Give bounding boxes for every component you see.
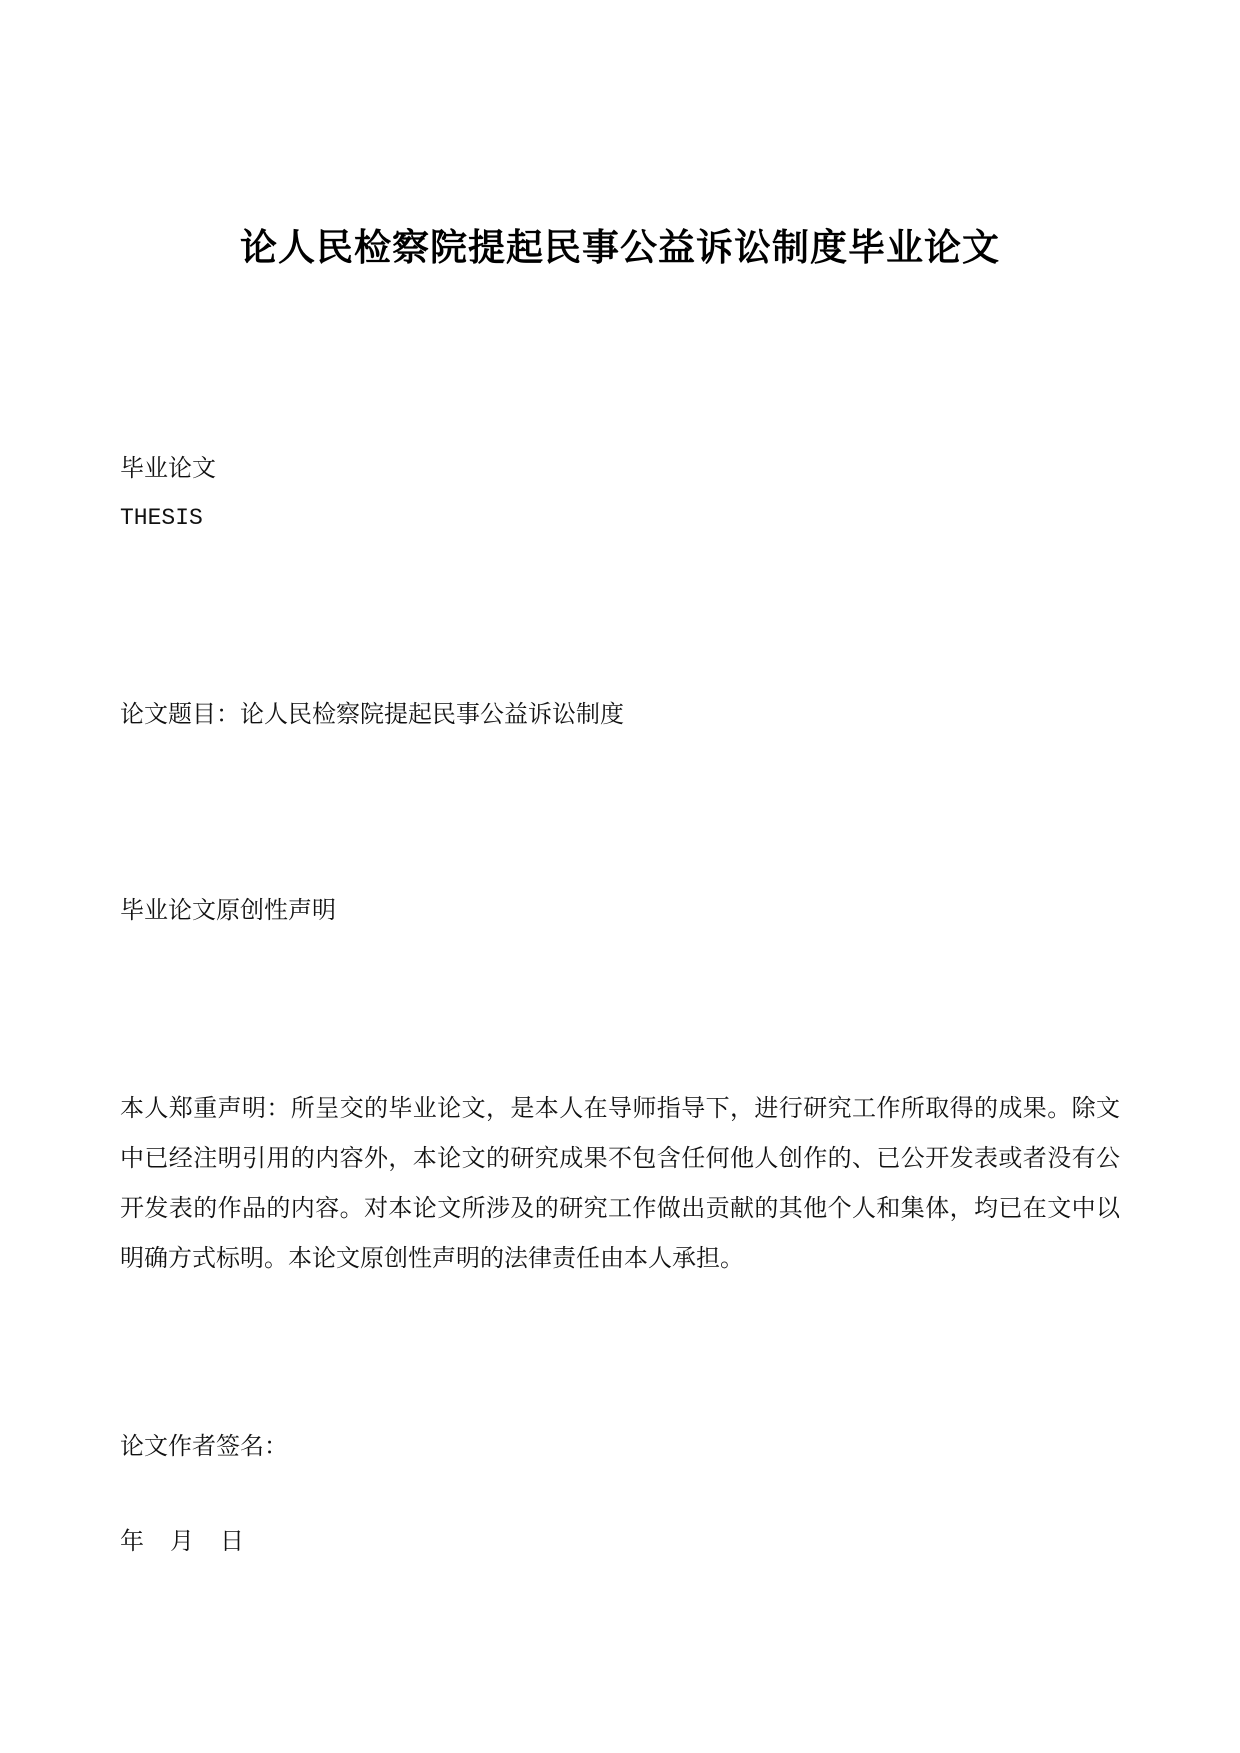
thesis-type-cn: 毕业论文 xyxy=(120,454,216,482)
thesis-type-en: THESIS xyxy=(120,505,203,531)
date-year: 年 xyxy=(120,1527,144,1555)
document-title: 论人民检察院提起民事公益诉讼制度毕业论文 xyxy=(240,225,1000,269)
thesis-topic: 论文题目：论人民检察院提起民事公益诉讼制度 xyxy=(120,700,624,728)
date-month: 月 xyxy=(170,1527,194,1555)
declaration-body: 本人郑重声明：所呈交的毕业论文，是本人在导师指导下，进行研究工作所取得的成果。除文中已经注明引用的内容外，本论文的研究成果不包含任何他人创作的、已公开发表或者没有公开发表的作品的内容。对本论文所涉及的研究工作做出贡献的其他个人和集体，均已在文中以明确方式标明。本论文原创性声明的法律责任由本人承担。 xyxy=(120,1094,1120,1272)
signature-date xyxy=(120,1525,270,1557)
date-day: 日 xyxy=(220,1527,244,1555)
author-signature-label: 论文作者签名： xyxy=(120,1432,288,1460)
declaration-title: 毕业论文原创性声明 xyxy=(120,896,336,924)
